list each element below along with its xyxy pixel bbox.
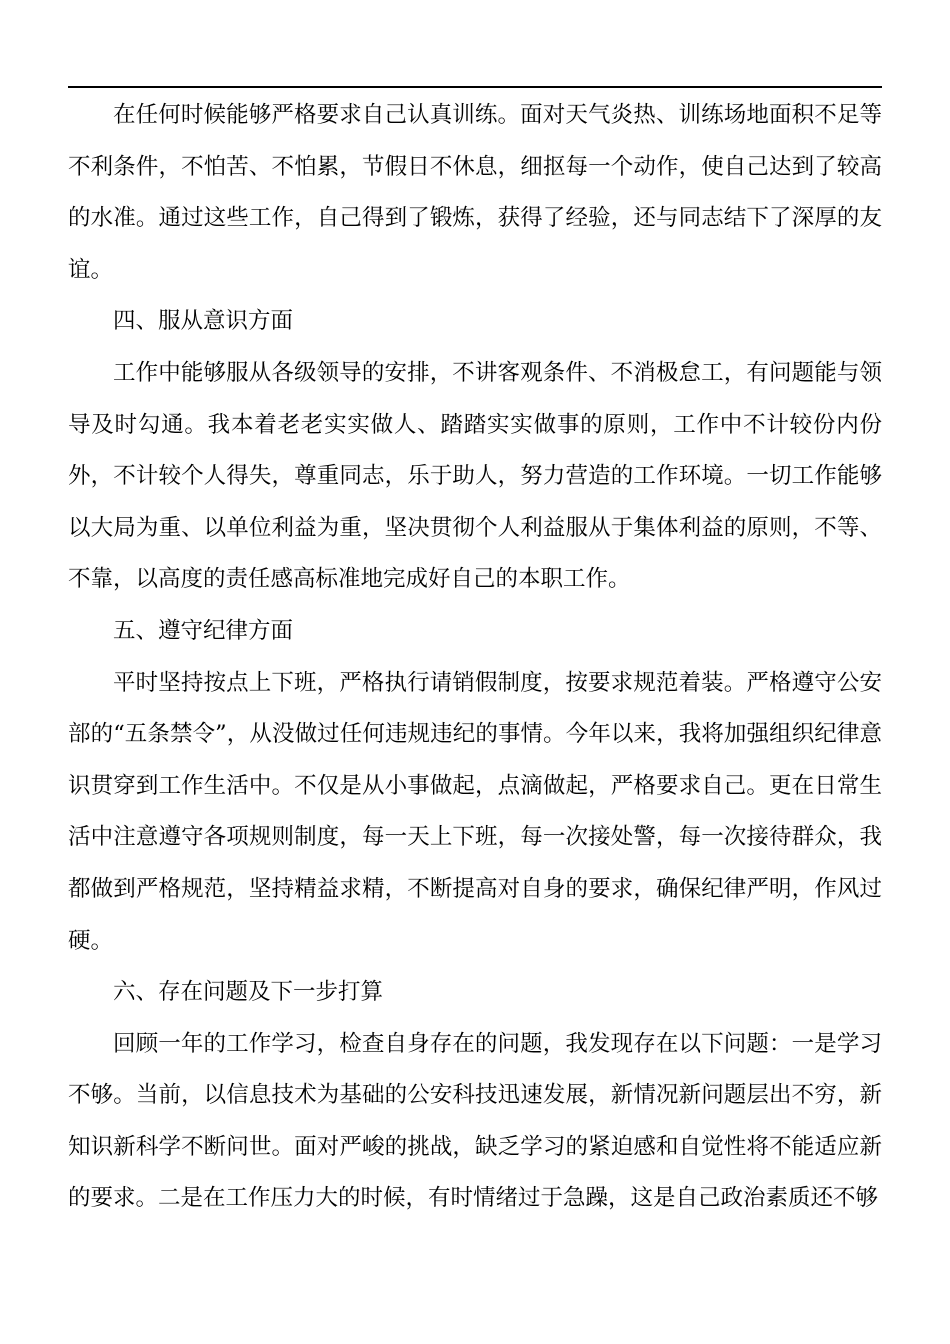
paragraph-obedience: 工作中能够服从各级领导的安排，不讲客观条件、不消极怠工，有问题能与领导及时勾通。我本着老老实实做人、踏踏实实做事的原则，工作中不计较份内份外，不计较个人得失，尊重同志，乐于助人，努力营造的工作环境。一切工作能够以大局为重、以单位利益为重，坚决贯彻个人利益服从于集体利益的原则，不等、不靠，以高度的责任感高标准地完成好自己的本职工作。: [68, 359, 882, 593]
paragraph-discipline: 平时坚持按点上下班，严格执行请销假制度，按要求规范着装。严格遵守公安部的“五条禁令”，从没做过任何违规违纪的事情。今年以来，我将加强组织纪律意识贯穿到工作生活中。不仅是从小事做起，点滴做起，严格要求自己。更在日常生活中注意遵守各项规则制度，每一天上下班，每一次接处警，每一次接待群众，我都做到严格规范，坚持精益求精，不断提高对自身的要求，确保纪律严明，作风过硬。: [68, 669, 882, 954]
section-heading-discipline: 五、遵守纪律方面: [113, 617, 294, 644]
paragraph-problems: 回顾一年的工作学习，检查自身存在的问题，我发现存在以下问题：一是学习不够。当前，以信息技术为基础的公安科技迅速发展，新情况新问题层出不穷，新知识新科学不断问世。面对严峻的挑战，缺乏学习的紧迫感和自觉性将不能适应新的要求。二是在工作压力大的时候，有时情绪过于急躁，这是自己政治素质还不够: [68, 1030, 882, 1212]
document-body: [68, 90, 882, 1225]
paragraph-training: 在任何时候能够严格要求自己认真训练。面对天气炎热、训练场地面积不足等不利条件，不怕苦、不怕累，节假日不休息，细抠每一个动作，使自己达到了较高的水准。通过这些工作，自己得到了锻炼，获得了经验，还与同志结下了深厚的友谊。: [68, 102, 882, 283]
header-rule: [68, 86, 882, 88]
section-heading-obedience: 四、服从意识方面: [113, 308, 294, 335]
section-heading-problems: 六、存在问题及下一步打算: [113, 979, 384, 1006]
